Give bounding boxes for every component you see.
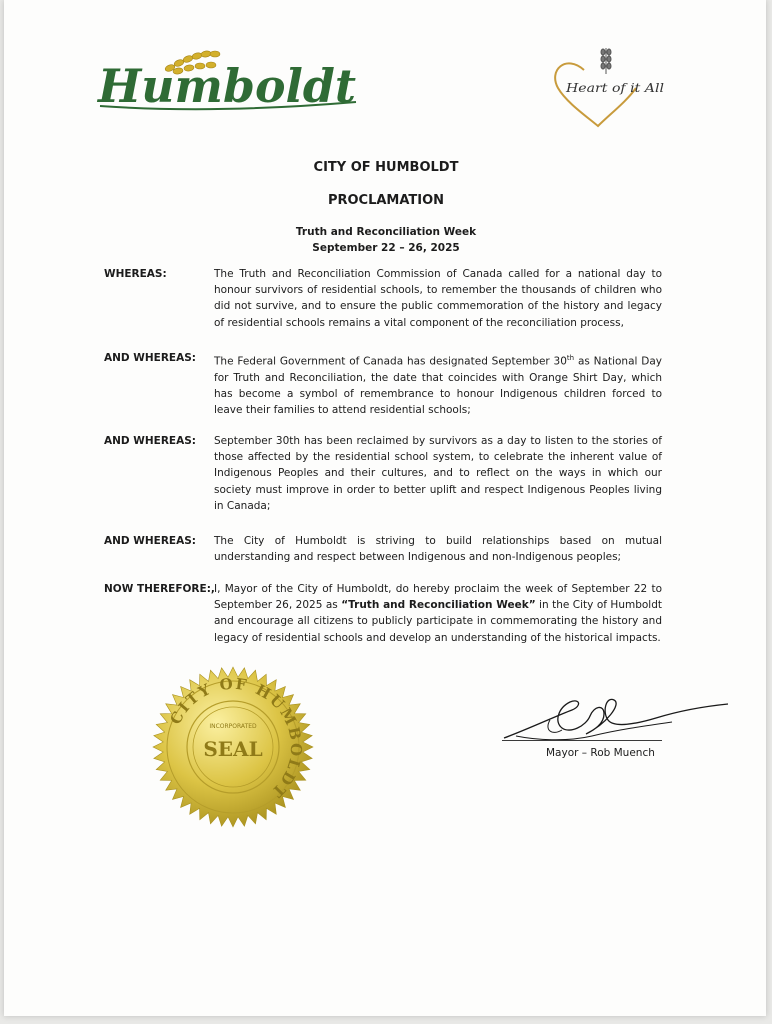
wheat-icon [601, 48, 611, 74]
clause-text: I, Mayor of the City of Humboldt, do hereby proclaim the week of September 22 to September 26, 2025 as “Truth and Reconciliation Week” in the City of Humboldt and encourage all citizens to publicly participate in commemorating the history and legacy of residential schools and develop an understanding of the historical impacts. [214, 583, 662, 644]
clause-label: AND WHEREAS: [104, 535, 196, 547]
proclaimed-week-name: “Truth and Reconciliation Week” [341, 599, 536, 612]
clause-label: WHEREAS: [104, 268, 167, 280]
tagline-text: Heart of it All [564, 81, 665, 95]
seal-ring-text: CITY OF HUMBOLDT [166, 674, 306, 803]
mayor-signature [496, 690, 732, 752]
city-title: CITY OF HUMBOLDT [313, 160, 459, 175]
logo-wordmark: Humboldt [96, 59, 356, 113]
clause-text: The Federal Government of Canada has designated September 30th as National Day for Truth and Reconciliation, the date that coincides with Orange Shirt Day, which has become a symbol of remembrance to honour Indigenous children forced to leave their families to attend residential schools; [214, 354, 662, 417]
clause-label: AND WHEREAS: [104, 435, 196, 447]
clause-label: AND WHEREAS: [104, 352, 196, 364]
clause-text: September 30th has been reclaimed by survivors as a day to listen to the stories of those affected by the residential school system, to celebrate the inherent value of Indigenous Peoples and their cultures, and to reflect on the ways in which our society must improve in order to better uplift and respect Indigenous Peoples living in Canada; [214, 435, 662, 512]
clause-text: The Truth and Reconciliation Commission of Canada called for a national day to honour survivors of residential schools, to remember the thousands of children who did not survive, and to ensure the public commemoration of the history and legacy of residential schools remains a vital component of the reconciliation process, [214, 268, 662, 329]
proclamation-heading: PROCLAMATION [327, 193, 445, 208]
seal-center-text: SEAL [203, 737, 263, 761]
seal-inner-text: INCORPORATED [209, 723, 257, 730]
signature-line [502, 740, 662, 741]
signature-caption: Mayor – Rob Muench [546, 747, 655, 759]
clause-label: NOW THEREFORE:, [104, 583, 215, 595]
city-seal [152, 666, 314, 828]
ordinal-suffix: th [566, 354, 575, 362]
heart-of-it-all-logo [546, 40, 668, 130]
proclamation-dates: September 22 – 26, 2025 [312, 242, 460, 254]
proclamation-subject: Truth and Reconciliation Week [295, 226, 477, 238]
clause-text: The City of Humboldt is striving to build relationships based on mutual understanding and respect between Indigenous and non-Indigenous peoples; [214, 535, 662, 564]
humboldt-logo [94, 44, 364, 116]
